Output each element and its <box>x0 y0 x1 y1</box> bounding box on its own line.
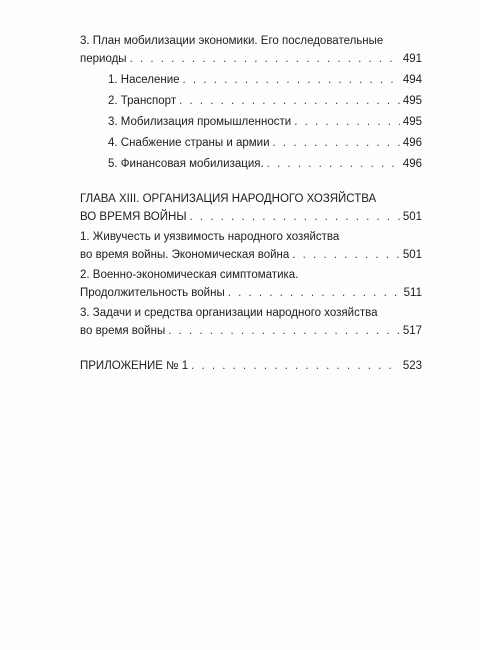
toc-page-number: 495 <box>402 116 422 128</box>
toc-entry-title: 5. Финансовая мобилизация. <box>108 158 264 170</box>
dot-leader <box>273 134 400 152</box>
dot-leader <box>294 113 400 131</box>
toc-entry-title-cont: во время войны <box>80 325 166 337</box>
toc-entry-title: 3. Мобилизация промышленности <box>108 116 292 128</box>
toc-page-number: 495 <box>402 95 422 107</box>
toc-entry-title-cont: во время войны. Экономическая война <box>80 249 290 261</box>
toc-chapter-title: ГЛАВА XIII. ОРГАНИЗАЦИЯ НАРОДНОГО ХОЗЯЙСТВА <box>80 193 377 205</box>
toc-page-number: 517 <box>402 325 422 337</box>
toc-entry-vitality <box>80 228 422 264</box>
table-of-contents <box>80 32 422 375</box>
toc-entry-title: 3. Задачи и средства организации народного хозяйства <box>80 307 378 319</box>
dot-leader <box>179 92 400 110</box>
toc-appendix <box>80 357 422 375</box>
toc-appendix-title: ПРИЛОЖЕНИЕ № 1 <box>80 360 189 372</box>
toc-entry-tasks <box>80 304 422 340</box>
dot-leader <box>168 322 400 340</box>
dot-leader <box>190 208 400 226</box>
toc-entry-title: 3. План мобилизации экономики. Его последовательные <box>80 35 384 47</box>
toc-entry-symptomatics <box>80 266 422 302</box>
dot-leader <box>267 155 400 173</box>
toc-entry-title-cont: Продолжительность войны <box>80 287 225 299</box>
toc-page-number: 491 <box>402 53 422 65</box>
toc-page-number: 494 <box>402 74 422 86</box>
toc-page-number: 501 <box>402 249 422 261</box>
toc-entry-mobilization-plan <box>80 32 422 68</box>
toc-entry-title: 1. Живучесть и уязвимость народного хозяйства <box>80 231 340 243</box>
toc-entry-title-cont: периоды <box>80 53 127 65</box>
toc-subentry-population <box>80 71 422 89</box>
toc-subentry-transport <box>80 92 422 110</box>
toc-page-number: 511 <box>403 287 422 299</box>
toc-page-number: 523 <box>402 360 422 372</box>
toc-entry-title: 2. Транспорт <box>108 95 177 107</box>
toc-chapter-13 <box>80 190 422 226</box>
toc-page-number: 496 <box>402 158 422 170</box>
toc-subentry-supply <box>80 134 422 152</box>
toc-entry-title: 1. Население <box>108 74 180 86</box>
toc-chapter-title-cont: ВО ВРЕМЯ ВОЙНЫ <box>80 211 187 223</box>
dot-leader <box>292 246 400 264</box>
toc-entry-title: 2. Военно-экономическая симптоматика. <box>80 269 299 281</box>
dot-leader <box>130 50 400 68</box>
toc-page-number: 501 <box>402 211 422 223</box>
toc-subentry-finance <box>80 155 422 173</box>
dot-leader <box>228 284 401 302</box>
toc-entry-title: 4. Снабжение страны и армии <box>108 137 270 149</box>
dot-leader <box>191 357 400 375</box>
dot-leader <box>183 71 400 89</box>
toc-page-number: 496 <box>402 137 422 149</box>
toc-subentry-industry <box>80 113 422 131</box>
